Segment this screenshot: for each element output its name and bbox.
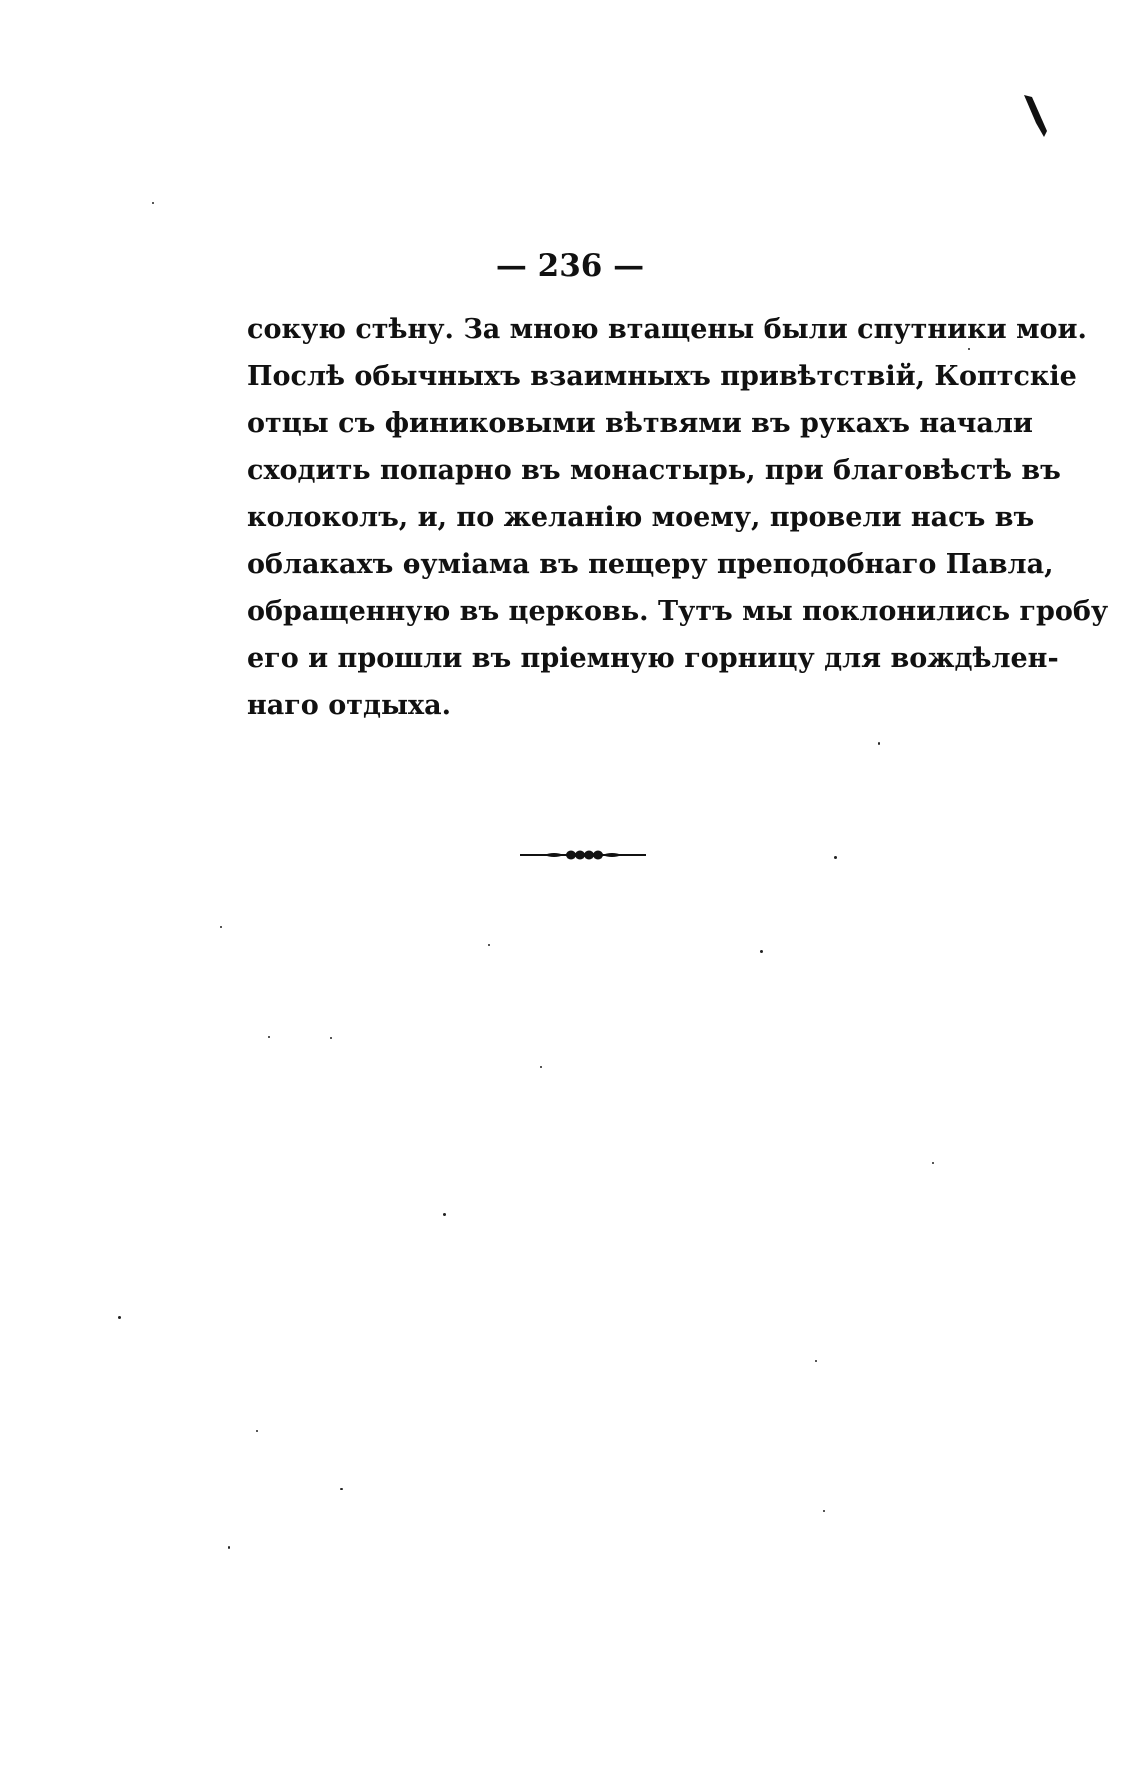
text-line: отцы съ финиковыми вѣтвями въ рукахъ начали xyxy=(247,408,1033,439)
page-number: — 236 — xyxy=(495,248,645,284)
text-line: Послѣ обычныхъ взаимныхъ привѣтствій, Коптскіе xyxy=(247,361,1077,392)
paper-speck xyxy=(968,348,970,350)
text-line: сокую стѣну. За мною втащены были спутники мои. xyxy=(247,314,1087,345)
paper-speck xyxy=(540,1066,542,1068)
text-line: облакахъ ѳуміама въ пещеру преподобнаго Павла, xyxy=(247,549,1054,580)
paper-speck xyxy=(152,202,154,204)
paper-speck xyxy=(330,1037,332,1039)
paper-speck xyxy=(340,1488,343,1490)
tailpiece-ornament-icon xyxy=(520,848,646,862)
paper-speck xyxy=(760,950,763,953)
paper-speck xyxy=(256,1430,258,1432)
text-line: обращенную въ церковь. Тутъ мы поклонились гробу xyxy=(247,596,1109,627)
paper-speck xyxy=(488,944,490,946)
paper-speck xyxy=(932,1162,934,1164)
paper-speck xyxy=(228,1546,230,1549)
body-text xyxy=(247,306,1109,729)
text-line: колоколъ, и, по желанію моему, провели насъ въ xyxy=(247,502,1035,533)
ink-mark-icon xyxy=(1022,93,1048,138)
text-line: наго отдыха. xyxy=(247,690,452,721)
paper-speck xyxy=(815,1360,817,1362)
paper-speck xyxy=(220,926,222,928)
paper-speck xyxy=(823,1510,825,1512)
paper-speck xyxy=(878,742,880,745)
paper-speck xyxy=(834,856,837,859)
paper-speck xyxy=(443,1213,446,1216)
text-line: его и прошли въ пріемную горницу для вождѣлен- xyxy=(247,643,1059,674)
text-line: сходить попарно въ монастырь, при благовѣстѣ въ xyxy=(247,455,1061,486)
paper-speck xyxy=(118,1316,121,1319)
paper-speck xyxy=(268,1036,270,1038)
